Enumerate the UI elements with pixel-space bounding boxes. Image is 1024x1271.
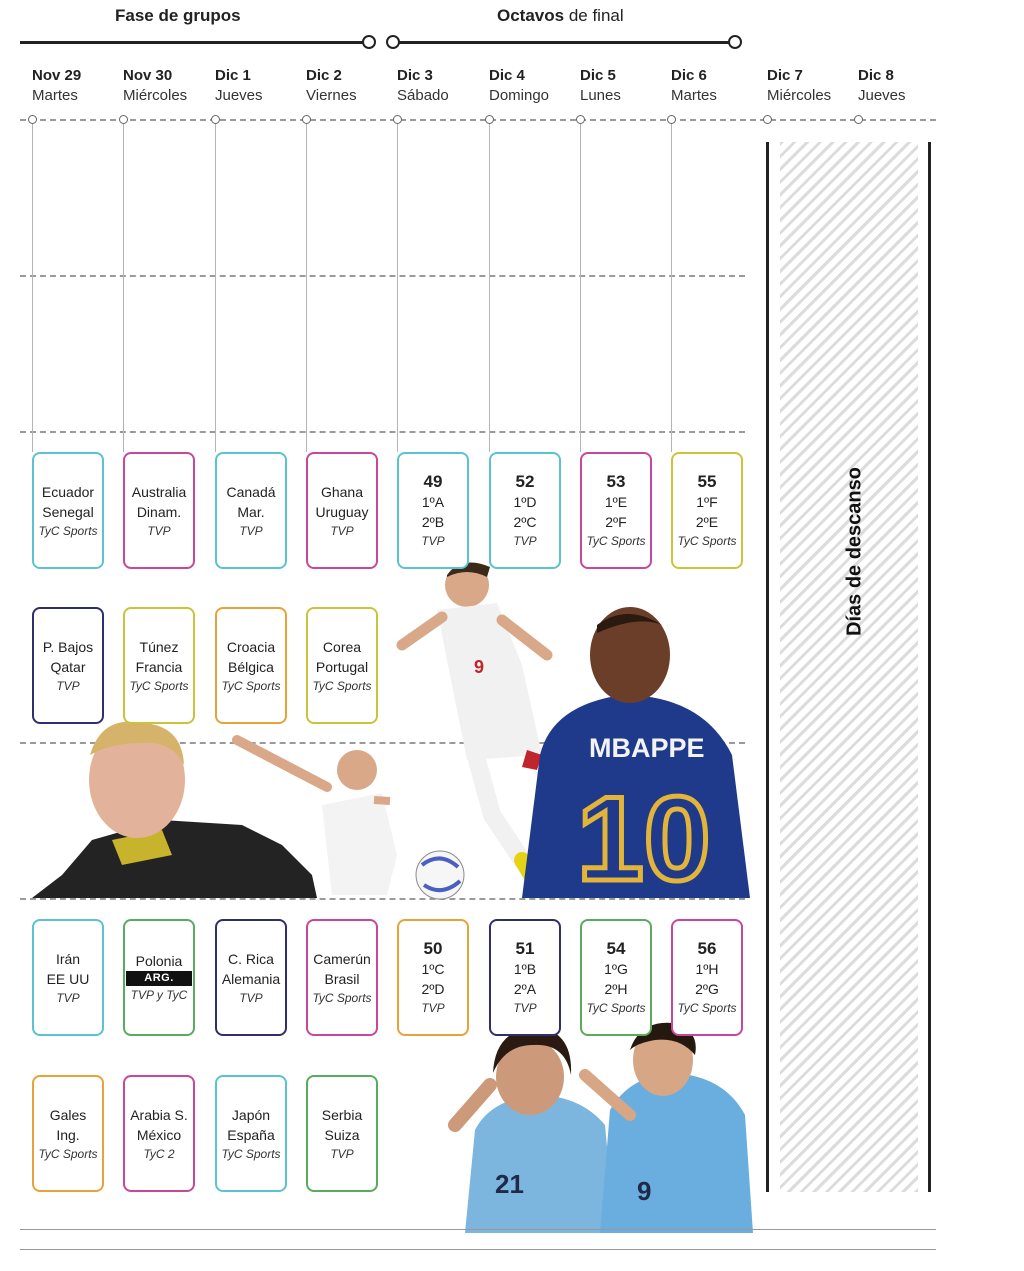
team-1: 1ºE [604,494,628,510]
day-date: Dic 1 [215,67,251,84]
team-2: España [227,1126,275,1143]
group-stage-timeline [20,41,365,44]
round-of-16-timeline [398,41,730,44]
team-2: Suiza [324,1126,360,1143]
day-tick [667,115,676,124]
team-2: 2ºC [513,514,537,530]
team-1: 1ºF [696,494,718,510]
team-2: Bélgica [228,658,274,675]
team-1: 1ºH [695,961,719,977]
match-card[interactable] [306,607,378,724]
day-date: Dic 8 [858,67,894,84]
tv-channel: TVP [421,1001,445,1015]
match-card[interactable] [123,1075,195,1192]
match-number: 55 [697,472,717,491]
match-card[interactable] [306,452,378,569]
day-guide-line [123,120,124,452]
team-1: Camerún [313,950,371,967]
day-tick [393,115,402,124]
team-2: 2ºF [605,514,627,530]
team-2: Francia [135,658,183,675]
day-guide-line [580,120,581,452]
team-2: Uruguay [315,503,369,520]
tv-channel: TVP [513,1001,537,1015]
team-2: 2ºE [695,514,719,530]
team-1: Túnez [139,638,179,655]
tv-channel: TyC Sports [312,990,372,1005]
day-tick [211,115,220,124]
day-date: Dic 6 [671,67,707,84]
day-header [123,66,187,106]
tv-channel: TyC Sports [586,1001,646,1015]
match-card[interactable] [306,919,378,1036]
day-date: Dic 5 [580,67,616,84]
day-header [215,66,263,106]
match-card[interactable] [32,1075,104,1192]
tv-channel: TyC Sports [677,1001,737,1015]
rest-days-label: Días de descanso [843,467,866,636]
mbappe-shirt-number: 10 [577,772,711,900]
group-stage-label: Fase de grupos [115,6,241,25]
day-date: Dic 3 [397,67,433,84]
tv-channel: TVP [56,678,80,693]
match-card-argentina[interactable] [123,919,195,1036]
tv-channel: TyC Sports [586,534,646,548]
day-guide-line [306,120,307,452]
tv-channel: TVP [330,1146,354,1161]
team-1: 1ºC [421,961,445,977]
knockout-match-card[interactable] [671,452,743,569]
match-number: 56 [697,939,717,958]
day-tick [576,115,585,124]
team-1: Corea [322,638,362,655]
match-card[interactable] [215,919,287,1036]
team-2: Portugal [315,658,369,675]
day-tick [485,115,494,124]
team-1: Croacia [226,638,276,655]
round-of-16-bold: Octavos [497,6,565,25]
day-header [32,66,81,106]
team-2: 2ºG [695,981,719,997]
match-number: 49 [423,472,443,491]
tv-channel: TyC 2 [143,1146,175,1161]
day-guide-line [489,120,490,452]
match-card[interactable] [32,452,104,569]
match-card[interactable] [32,607,104,724]
team-1: Japón [231,1106,271,1123]
uruguay-players-illustration [415,1015,760,1233]
team-1: Serbia [321,1106,363,1123]
tv-channel: TyC Sports [38,1146,98,1161]
team-1: 1ºD [513,494,537,510]
team-1: Australia [131,483,187,500]
team-1: 1ºB [513,961,537,977]
day-header [580,66,621,106]
match-card[interactable] [215,1075,287,1192]
match-card[interactable] [123,452,195,569]
team-1: C. Rica [228,950,274,967]
team-1: Canadá [226,483,276,500]
team-2: 2ºB [421,514,445,530]
bottom-rule [20,1229,936,1230]
team-2: Alemania [221,970,281,987]
suarez-shirt-number: 9 [637,1176,652,1206]
match-number: 51 [515,939,535,958]
knockout-match-card[interactable] [489,919,561,1036]
team-1: Arabia S. [130,1106,188,1123]
day-weekday: Martes [671,87,717,104]
team-2: Senegal [42,503,94,520]
day-tick [302,115,311,124]
day-guide-line [397,120,398,452]
tv-channel: TVP [239,523,263,538]
bottom-rule [20,1249,936,1250]
match-number: 52 [515,472,535,491]
team-2: Mar. [237,503,265,520]
poland-shirt-number: 9 [474,657,485,677]
round-of-16-end-dot [728,35,742,49]
match-card[interactable] [32,919,104,1036]
team-1: Gales [49,1106,87,1123]
tv-channel: TyC Sports [38,523,98,538]
knockout-match-card[interactable] [580,919,652,1036]
day-tick [119,115,128,124]
day-weekday: Jueves [215,87,263,104]
timeline-dashed-line [20,119,936,121]
day-guide-line [32,120,33,452]
tv-channel: TVP [147,523,171,538]
team-2: Dinam. [136,503,182,520]
day-header [306,66,357,106]
match-card[interactable] [215,607,287,724]
knockout-match-card[interactable] [671,919,743,1036]
day-weekday: Miércoles [123,87,188,104]
team-2: EE UU [46,970,90,987]
round-of-16-label [497,6,624,26]
tv-channel: TVP [330,523,354,538]
day-guide-line [671,120,672,452]
team-1: Polonia [135,953,183,969]
team-1: Ghana [320,483,364,500]
tv-channel: TVP [513,534,537,548]
team-2: 2ºD [421,981,445,997]
rest-days-right-border [928,142,931,1192]
knockout-match-card[interactable] [397,919,469,1036]
player-photo-collage-bottom [415,1015,760,1233]
day-header [858,66,906,106]
tv-channel: TVP [56,990,80,1005]
tv-channel: TyC Sports [677,534,737,548]
team-1: 1ºA [421,494,445,510]
cavani-shirt-number: 21 [495,1169,524,1199]
day-date: Nov 29 [32,67,82,84]
team-2: 2ºA [513,981,537,997]
mbappe-shirt-name: MBAPPE [589,733,705,763]
team-1: Ecuador [41,483,95,500]
day-date: Dic 4 [489,67,525,84]
day-weekday: Miércoles [767,87,832,104]
team-2: México [136,1126,182,1143]
day-header [671,66,717,106]
team-1: Irán [55,950,81,967]
rest-days-left-border [766,142,769,1192]
day-tick [763,115,772,124]
tv-channel: TyC Sports [221,1146,281,1161]
match-number: 54 [606,939,626,958]
knockout-match-card[interactable] [397,452,469,569]
day-header [767,66,831,106]
team-2: Ing. [56,1126,80,1143]
day-weekday: Jueves [858,87,906,104]
match-number: 50 [423,939,443,958]
day-weekday: Lunes [580,87,621,104]
day-date: Dic 2 [306,67,342,84]
team-2: Qatar [50,658,86,675]
team-2: 2ºH [604,981,628,997]
match-card[interactable] [215,452,287,569]
tv-channel: TVP [421,534,445,548]
argentina-badge: ARG. [126,971,192,986]
day-date: Nov 30 [123,67,173,84]
match-card[interactable] [306,1075,378,1192]
day-header [489,66,549,106]
day-weekday: Martes [32,87,78,104]
tv-channel: TVP y TyC [130,988,188,1002]
day-weekday: Sábado [397,87,449,104]
group-stage-end-dot [362,35,376,49]
knockout-match-card[interactable] [580,452,652,569]
knockout-match-card[interactable] [489,452,561,569]
tv-channel: TyC Sports [221,678,281,693]
round-of-16-rest: de final [564,6,624,25]
team-1: 1ºG [604,961,628,977]
tv-channel: TVP [239,990,263,1005]
tv-channel: TyC Sports [312,678,372,693]
team-2: Brasil [324,970,360,987]
day-weekday: Viernes [306,87,357,104]
match-number: 53 [606,472,626,491]
day-weekday: Domingo [489,87,550,104]
tv-channel: TyC Sports [129,678,189,693]
team-1: P. Bajos [42,638,94,655]
day-tick [854,115,863,124]
day-guide-line [215,120,216,452]
day-header [397,66,449,106]
row-separator [20,275,745,277]
day-tick [28,115,37,124]
day-date: Dic 7 [767,67,803,84]
match-card[interactable] [123,607,195,724]
row-separator [20,431,745,433]
